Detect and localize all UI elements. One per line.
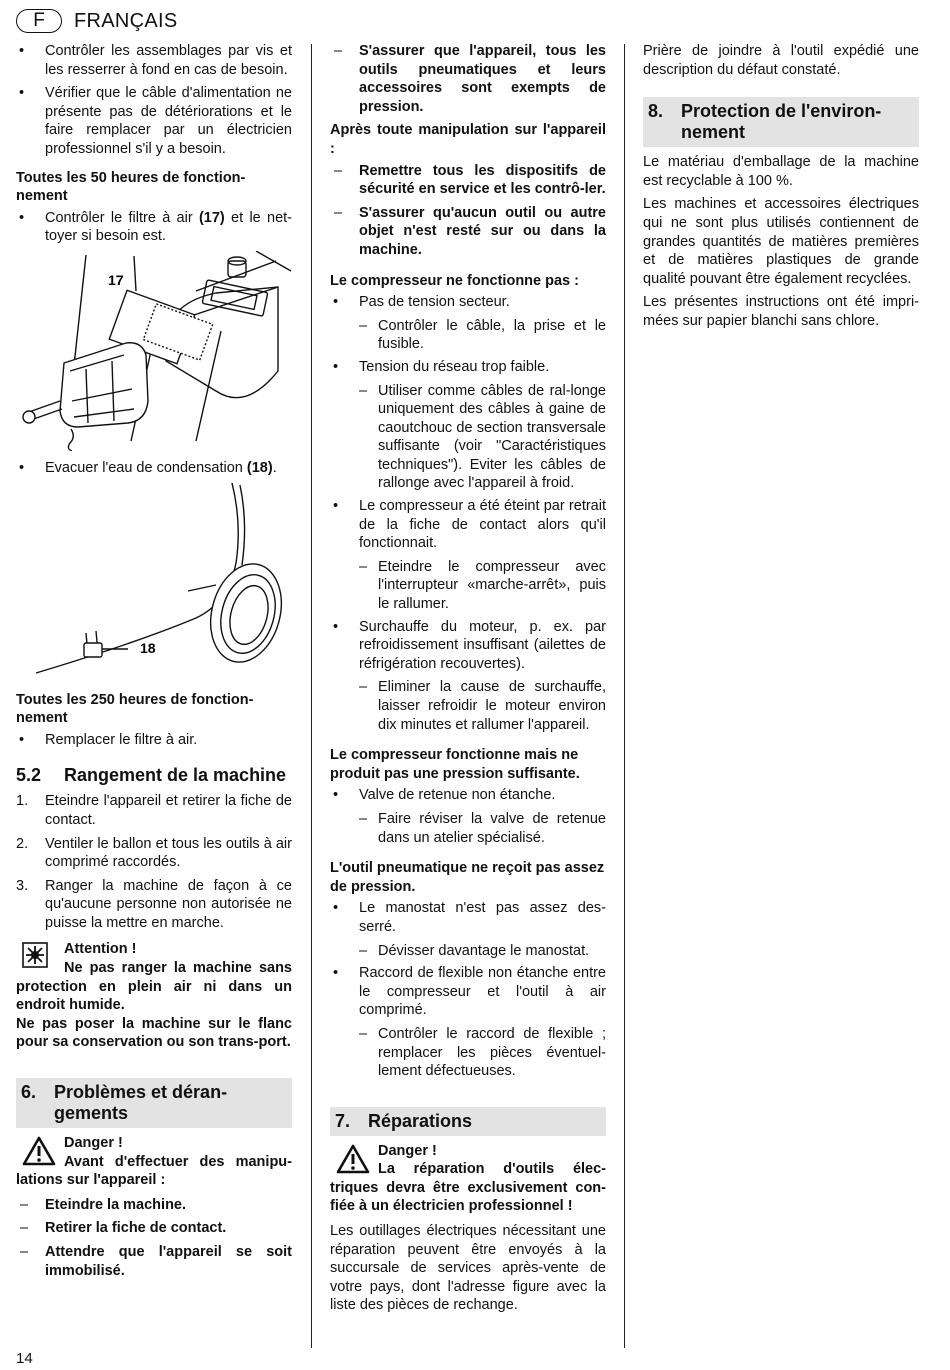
list-subitem: – Eteindre le compresseur avec l'interrupteur «marche-arrêt», puis le rallumer. <box>330 558 606 614</box>
figure-label: 18 <box>140 639 156 656</box>
section-heading-6: 6. Problèmes et déran-gements <box>16 1078 292 1128</box>
list-item: • Pas de tension secteur. <box>330 293 606 312</box>
page-number: 14 <box>16 1350 33 1367</box>
warning-triangle-icon <box>336 1144 370 1180</box>
numbered-step: 2. Ventiler le ballon et tous les outils à air comprimé raccordés. <box>16 835 292 871</box>
list-item: – Remettre tous les dispositifs de sécurité en service et les contrô-ler. <box>330 162 606 199</box>
list-item: • Le compresseur a été éteint par retrait de la fiche de contact alors qu'il fonctionnait. <box>330 497 606 553</box>
list-item: – S'assurer que l'appareil, tous les outils pneumatiques et leurs accessoires sont exempts de pression. <box>330 42 606 116</box>
list-item: • Contrôler les assemblages par vis et les resserrer à fond en cas de besoin. <box>16 42 292 79</box>
subheading-after: Après toute manipulation sur l'appareil : <box>330 122 606 157</box>
column-1 <box>16 42 292 1285</box>
subheading-50h: Toutes les 50 heures de fonction-nement <box>16 169 246 205</box>
attention-icon <box>22 942 48 974</box>
attention-notice: Attention ! Ne pas ranger la machine sans protection en plein air ni dans un endroit humide. Ne pas poser la machine sur le flanc pour sa conservation ou son trans-port. <box>16 941 292 1051</box>
subheading-low-pressure: Le compresseur fonctionne mais ne produit pas une pression suffisante. <box>330 747 580 782</box>
section-heading-5-2: 5.2 Rangement de la machine <box>16 765 287 786</box>
subheading-no-run: Le compresseur ne fonctionne pas : <box>330 272 579 289</box>
list-item: • Remplacer le filtre à air. <box>16 731 292 750</box>
air-filter-illustration <box>16 251 292 451</box>
condensation-drain-illustration <box>16 483 292 683</box>
section-heading-8: 8. Protection de l'environ-nement <box>643 97 919 147</box>
column-divider <box>624 44 625 1348</box>
list-subitem: – Eliminer la cause de surchauffe, laisser refroidir le moteur environ dix minutes et rallumer l'appareil. <box>330 678 606 734</box>
list-subitem: – Dévisser davantage le manostat. <box>330 942 606 961</box>
list-item: • Contrôler le filtre à air (17) et le net-toyer si besoin est. <box>16 209 292 246</box>
language-title: FRANÇAIS <box>74 9 178 32</box>
page-header <box>16 8 178 34</box>
numbered-step: 3. Ranger la machine de façon à ce qu'aucune personne non autorisée ne puisse la mettre en marche. <box>16 877 292 931</box>
subheading-tool-pressure: L'outil pneumatique ne reçoit pas assez de pression. <box>330 860 605 895</box>
section-heading-7: 7. Réparations <box>330 1107 606 1136</box>
danger-notice: Danger ! La réparation d'outils élec-triques devra être exclusivement con-fiée à un électricien professionnel ! <box>330 1142 606 1215</box>
list-item: – S'assurer qu'aucun outil ou autre objet n'est resté sur ou dans la machine. <box>330 204 606 260</box>
column-2 <box>330 42 606 1320</box>
language-badge: F <box>16 9 62 33</box>
danger-notice: Danger ! Avant d'effectuer des manipu-lations sur l'appareil : <box>16 1135 292 1189</box>
list-item: • Tension du réseau trop faible. <box>330 358 606 377</box>
list-subitem: – Faire réviser la valve de retenue dans un atelier spécialisé. <box>330 810 606 847</box>
list-item: – Retirer la fiche de contact. <box>16 1219 292 1238</box>
paragraph: Le matériau d'emballage de la machine est recyclable à 100 %. <box>643 154 919 189</box>
list-item: • Raccord de flexible non étanche entre le compresseur et l'outil à air comprimé. <box>330 964 606 1020</box>
paragraph: Les machines et accessoires électriques qui ne sont plus utilisés contiennent de grandes quantités de matières premières et de matières plastiques de grande qualité pouvant être également recyclées. <box>643 196 919 287</box>
list-item: – Eteindre la machine. <box>16 1196 292 1215</box>
list-subitem: – Contrôler le câble, la prise et le fusible. <box>330 317 606 354</box>
repair-paragraph: Les outillages électriques nécessitant une réparation peuvent être envoyés à la succursale de services après-vente de votre pays, dont l'adresse figure avec la liste des pièces de rechange. <box>330 1223 606 1314</box>
list-item: • Le manostat n'est pas assez des-serré. <box>330 899 606 936</box>
subheading-250h: Toutes les 250 heures de fonction-nement <box>16 691 254 727</box>
list-item: • Valve de retenue non étanche. <box>330 786 606 805</box>
list-subitem: – Contrôler le raccord de flexible ; remplacer les pièces éventuel-lement défectueuses. <box>330 1025 606 1081</box>
paragraph: Prière de joindre à l'outil expédié une description du défaut constaté. <box>643 43 919 78</box>
list-subitem: – Utiliser comme câbles de ral-longe uniquement des câbles à gaine de caoutchouc de section transversale suffisante (voir "Caractéristiques techniques"). Eviter les câbles de rallonge avec l'appareil à froid. <box>330 382 606 494</box>
list-item: • Vérifier que le câble d'alimentation ne présente pas de détériorations et le faire remplacer par un électricien professionnel s'il y a besoin. <box>16 84 292 158</box>
figure-label: 17 <box>108 271 124 288</box>
list-item: • Evacuer l'eau de condensation (18). <box>16 459 292 478</box>
paragraph: Les présentes instructions ont été impri-mées sur papier blanchi sans chlore. <box>643 294 919 329</box>
list-item: • Surchauffe du moteur, p. ex. par refroidissement insuffisant (ailettes de réfrigération recouvertes). <box>330 618 606 674</box>
numbered-step: 1. Eteindre l'appareil et retirer la fiche de contact. <box>16 793 292 828</box>
list-item: – Attendre que l'appareil se soit immobilisé. <box>16 1243 292 1280</box>
column-3 <box>643 42 919 336</box>
column-divider <box>311 44 312 1348</box>
warning-triangle-icon <box>22 1136 56 1172</box>
